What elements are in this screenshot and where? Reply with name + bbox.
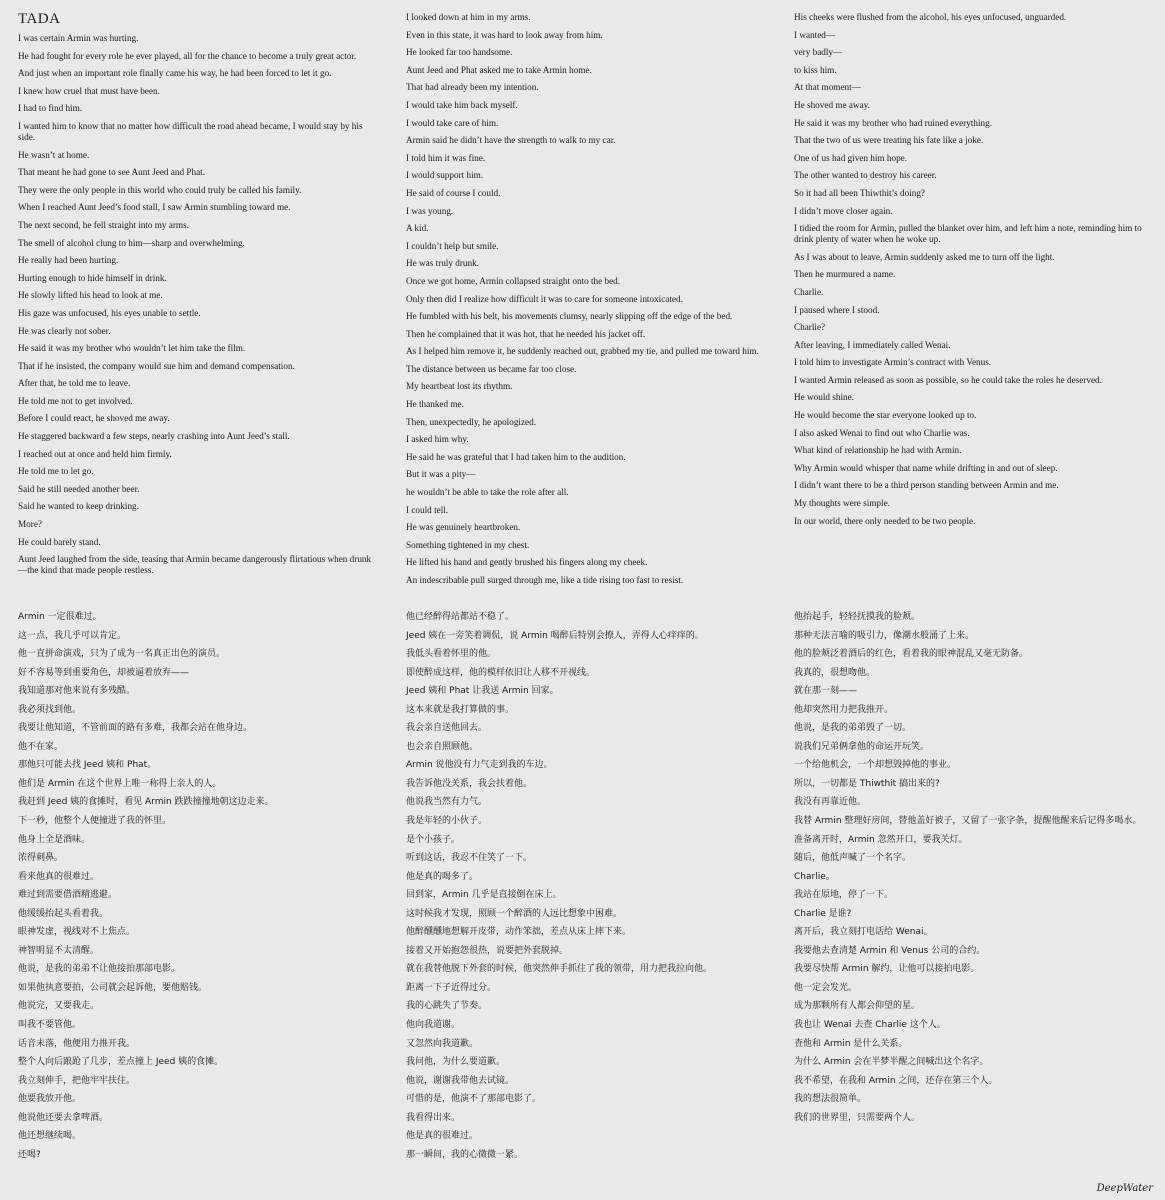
paragraph-line: Then he complained that it was hot, that he needed his jacket off. [406,328,646,339]
paragraph-line: More? [18,519,42,530]
paragraph-line: That had already been my intention. [406,82,539,93]
paragraph-line: 准备离开时，Armin 忽然开口，要我关灯。 [794,834,968,845]
paragraph-line: My heartbeat lost its rhythm. [406,381,513,392]
paragraph-line: 还喝? [18,1149,41,1160]
paragraph-line: He said he was grateful that I had taken him to the audition. [406,451,626,462]
paragraph-line: I reached out at once and held him firmly. [18,448,172,459]
paragraph-line: I didn’t want there to be a third person standing between Armin and me. [794,480,1059,491]
paragraph-line: 我知道那对他来说有多残酷。 [18,686,136,697]
paragraph-line: Before I could react, he shoved me away. [18,413,170,424]
paragraph-line: 那一瞬间，我的心微微一紧。 [406,1149,524,1160]
paragraph-line: 他还想继续喝。 [18,1131,82,1142]
paragraph-line: 他说我当然有力气。 [406,797,488,808]
paragraph-line: 他们是 Armin 在这个世界上唯一称得上亲人的人。 [18,778,222,789]
paragraph-line: 我的心跳失了节奏。 [406,1001,488,1012]
paragraph-line: 我真的，很想吻他。 [794,667,876,678]
paragraph-line: He was clearly not sober. [18,325,111,336]
paragraph-line: He was truly drunk. [406,258,479,269]
paragraph-line: 他身上全是酒味。 [18,834,91,845]
english-col1-lines [18,33,373,576]
paragraph-line: 我也让 Wenai 去查 Charlie 这个人。 [794,1020,946,1031]
paragraph-line: An indescribable pull surged through me, like a tide rising too fast to resist. [406,575,684,585]
paragraph-line: 就在我替他脱下外套的时候，他突然伸手抓住了我的领带，用力把我拉向他。 [406,964,713,975]
paragraph-line: 他缓缓抬起头看着我。 [18,908,109,919]
paragraph-line: 他抬起手，轻轻抚摸我的脸颊。 [794,612,921,622]
paragraph-line: Armin said he didn’t have the strength to walk to my car. [406,135,616,146]
paragraph-line: 整个人向后踉跄了几步，差点撞上 Jeed 姨的食摊。 [18,1057,224,1068]
page-title: TADA [18,11,61,27]
paragraph-line: 好不容易等到重要角色，却被逼着放弃—— [18,667,190,678]
paragraph-line: He wasn’t at home. [18,149,90,160]
paragraph-line: 听到这话，我忍不住笑了一下。 [406,853,533,864]
paragraph-line: Jeed 姨在一旁笑着调侃，说 Armin 喝醉后特别会撩人，弄得人心痒痒的。 [406,630,704,641]
paragraph-line: he wouldn’t be able to take the role after all. [406,487,569,498]
paragraph-line: 他的脸颊泛着酒后的红色，看着我的眼神混乱又毫无防备。 [794,649,1029,660]
paragraph-line: 看来他真的很难过。 [18,871,100,882]
paragraph-line: 我要他去查清楚 Armin 和 Venus 公司的合约。 [794,945,986,956]
paragraph-line: What kind of relationship he had with Armin. [794,445,962,456]
paragraph-line: I would take him back myself. [406,99,518,110]
paragraph-line: 我看得出来。 [406,1112,461,1123]
paragraph-line: 他要我放开他。 [18,1094,82,1105]
paragraph-line: I wanted Armin released as soon as possible, so he could take the roles he deserved. [794,374,1102,385]
english-column-3 [794,12,1154,533]
paragraph-line: The distance between us became far too close. [406,363,577,374]
paragraph-line: 他醉醺醺地想解开皮带，动作笨拙，差点从床上摔下来。 [406,927,632,938]
paragraph-line: I could tell. [406,504,449,515]
paragraph-line: I also asked Wenai to find out who Charlie was. [794,427,970,438]
paragraph-line: 接着又开始抱怨很热，说要把外套脱掉。 [406,945,569,956]
paragraph-line: Then he murmured a name. [794,269,896,280]
paragraph-line: His cheeks were flushed from the alcohol, his eyes unfocused, unguarded. [794,12,1067,22]
paragraph-line: 这时候我才发现，照顾一个醉酒的人远比想象中困难。 [406,908,623,919]
paragraph-line: The smell of alcohol clung to him—sharp and overwhelming. [18,237,245,248]
paragraph-line: I had to find him. [18,103,83,114]
paragraph-line: I was young. [406,205,454,216]
paragraph-line: Only then did I realize how difficult it was to care for someone intoxicated. [406,293,683,304]
paragraph-line: 我要尽快帮 Armin 解约，让他可以接拍电影。 [794,964,980,975]
paragraph-line: Armin 一定很难过。 [18,612,102,622]
paragraph-line: 是个小孩子。 [406,834,461,845]
paragraph-line: 我问他，为什么要道歉。 [406,1057,506,1068]
paragraph-line: 难过到需要借酒精逃避。 [18,890,118,901]
paragraph-line: He told me to let go. [18,466,94,477]
paragraph-line: 我低头看着怀里的他。 [406,649,497,660]
paragraph-line: very badly— [794,47,843,58]
paragraph-line: 我要让他知道，不管前面的路有多难，我都会站在他身边。 [18,723,253,734]
paragraph-line: A kid. [406,223,429,234]
paragraph-line: He said it was my brother who wouldn’t let him take the film. [18,343,246,354]
chinese-column-3 [794,612,1154,1131]
paragraph-line: Armin 说他没有力气走到我的车边。 [406,760,553,771]
paragraph-line: 他却突然用力把我推开。 [794,704,894,715]
paragraph-line: He would become the star everyone looked up to. [794,410,977,421]
paragraph-line: 随后，他低声喊了一个名字。 [794,853,912,864]
paragraph-line: 他说，是我的弟弟毁了一切。 [794,723,912,734]
paragraph-line: 我告诉他没关系，我会扶着他。 [406,778,533,789]
paragraph-line: 那种无法言喻的吸引力，像潮水般涌了上来。 [794,630,975,641]
paragraph-line: Jeed 姨和 Phat 让我送 Armin 回家。 [406,686,559,697]
paragraph-line: 浓得刺鼻。 [18,853,64,864]
paragraph-line: 他不在家。 [18,741,64,752]
paragraph-line: 成为那颗所有人都会仰望的星。 [794,1001,921,1012]
paragraph-line: That the two of us were treating his fate like a joke. [794,135,984,146]
paragraph-line: Aunt Jeed and Phat asked me to take Armin home. [406,64,592,75]
paragraph-line: 他说，谢谢我带他去试镜。 [406,1075,515,1086]
paragraph-line: 查他和 Armin 是什么关系。 [794,1038,908,1049]
paragraph-line: 他一定会发光。 [794,982,858,993]
paragraph-line: He fumbled with his belt, his movements clumsy, nearly slipping off the edge of the bed. [406,311,733,322]
paragraph-line: And just when an important role finally came his way, he had been forced to let it go. [18,68,332,79]
paragraph-line: They were the only people in this world who could truly be called his family. [18,184,302,195]
paragraph-line: That meant he had gone to see Aunt Jeed and Phat. [18,167,206,178]
paragraph-line: My thoughts were simple. [794,498,890,509]
paragraph-line: One of us had given him hope. [794,152,908,163]
paragraph-line: 下一秒，他整个人便撞进了我的怀里。 [18,816,172,827]
paragraph-line: He really had been hurting. [18,255,119,266]
paragraph-line: I tidied the room for Armin, pulled the blanket over him, and left him a note, reminding him to drink plenty of water when he woke up. [794,223,1142,245]
paragraph-line: 即使醉成这样，他的模样依旧让人移不开视线。 [406,667,596,678]
paragraph-line: He was genuinely heartbroken. [406,522,521,533]
paragraph-line: Charlie? [794,322,826,333]
paragraph-line: 离开后，我立刻打电话给 Wenai。 [794,927,933,938]
paragraph-line: But it was a pity— [406,469,476,480]
paragraph-line: I looked down at him in my arms. [406,12,531,22]
paragraph-line: 一个给他机会，一个却想毁掉他的事业。 [794,760,957,771]
paragraph-line: 我必须找到他。 [18,704,82,715]
paragraph-line: He looked far too handsome. [406,47,513,58]
paragraph-line: 他说他还要去拿啤酒。 [18,1112,109,1123]
paragraph-line: Once we got home, Armin collapsed straight onto the bed. [406,275,621,286]
chinese-column-1 [18,612,373,1168]
paragraph-line: 神智明显不太清醒。 [18,945,100,956]
paragraph-line: 他说完，又要我走。 [18,1001,100,1012]
paragraph-line: 我站在原地，停了一下。 [794,890,894,901]
paragraph-line: That if he insisted, the company would sue him and demand compensation. [18,360,295,371]
paragraph-line: 这一点，我几乎可以肯定。 [18,630,127,641]
paragraph-line: 就在那一刻—— [794,686,858,697]
paragraph-line: At that moment— [794,82,861,93]
paragraph-line: 我们的世界里，只需要两个人。 [794,1112,921,1123]
paragraph-line: 我的想法很简单。 [794,1094,867,1105]
paragraph-line: 说我们兄弟俩拿他的命运开玩笑。 [794,741,930,752]
paragraph-line: The next second, he fell straight into my arms. [18,219,189,230]
paragraph-line: 他已经醉得站都站不稳了。 [406,612,515,622]
paragraph-line: Even in this state, it was hard to look away from him. [406,29,603,40]
paragraph-line: 眼神发虚，视线对不上焦点。 [18,927,136,938]
english-column-2 [406,12,776,593]
paragraph-line: I couldn’t help but smile. [406,240,499,251]
paragraph-line: 我立刻伸手，把他牢牢扶住。 [18,1075,136,1086]
paragraph-line: I would support him. [406,170,484,181]
paragraph-line: 他说，是我的弟弟不让他接拍那部电影。 [18,964,181,975]
paragraph-line: 又忽然向我道歉。 [406,1038,479,1049]
paragraph-line: I knew how cruel that must have been. [18,85,160,96]
paragraph-line: I asked him why. [406,434,469,445]
paragraph-line: After leaving, I immediately called Wenai. [794,339,951,350]
paragraph-line: Something tightened in my chest. [406,539,530,550]
paragraph-line: Hurting enough to hide himself in drink. [18,272,167,283]
paragraph-line: The other wanted to destroy his career. [794,170,937,181]
paragraph-line: Charlie。 [794,871,835,882]
paragraph-line: 他是真的很难过。 [406,1131,479,1142]
chinese-col2-lines [406,612,776,1161]
paragraph-line: I paused where I stood. [794,304,880,315]
paragraph-line: 距离一下子近得过分。 [406,982,497,993]
paragraph-line: 我没有再靠近他。 [794,797,867,808]
paragraph-line: He thanked me. [406,399,464,410]
paragraph-line: Why Armin would whisper that name while drifting in and out of sleep. [794,462,1058,473]
english-col2-lines [406,12,776,586]
paragraph-line: 所以，一切都是 Thiwthit 搞出来的? [794,778,940,789]
paragraph-line: As I was about to leave, Armin suddenly asked me to turn off the light. [794,251,1055,262]
paragraph-line: He told me not to get involved. [18,395,133,406]
paragraph-line: 话音未落，他便用力推开我。 [18,1038,136,1049]
paragraph-line: I would take care of him. [406,117,499,128]
paragraph-line: He said it was my brother who had ruined everything. [794,117,992,128]
paragraph-line: 可惜的是，他演不了那部电影了。 [406,1094,542,1105]
paragraph-line: 也会亲自照顾他。 [406,741,479,752]
paragraph-line: Said he wanted to keep drinking. [18,501,139,512]
chinese-col1-lines [18,612,373,1161]
paragraph-line: 为什么 Armin 会在半梦半醒之间喊出这个名字。 [794,1057,989,1068]
paragraph-line: I wanted him to know that no matter how difficult the road ahead became, I would stay by his side. [18,120,363,142]
paragraph-line: Then, unexpectedly, he apologized. [406,416,537,427]
paragraph-line: After that, he told me to leave. [18,378,131,389]
paragraph-line: I told him it was fine. [406,152,486,163]
paragraph-line: 叫我不要管他。 [18,1020,82,1031]
paragraph-line: 我是年轻的小伙子。 [406,816,488,827]
signature: DeepWater [1096,1183,1153,1194]
paragraph-line: He staggered backward a few steps, nearly crashing into Aunt Jeed’s stall. [18,431,290,442]
paragraph-line: As I helped him remove it, he suddenly reached out, grabbed my tie, and pulled me toward him. [406,346,759,357]
paragraph-line: I didn’t move closer again. [794,205,893,216]
paragraph-line: Charlie. [794,286,824,297]
paragraph-line: 如果他执意要拍，公司就会起诉他，要他赔钱。 [18,982,208,993]
paragraph-line: I told him to investigate Armin’s contract with Venus. [794,357,992,368]
paragraph-line: 那他只可能去找 Jeed 姨和 Phat。 [18,760,157,771]
paragraph-line: 我会亲自送他回去。 [406,723,488,734]
english-col3-lines [794,12,1154,527]
paragraph-line: 回到家，Armin 几乎是直接倒在床上。 [406,890,562,901]
paragraph-line: He shoved me away. [794,99,870,110]
english-column-1 [18,10,373,583]
chinese-col3-lines [794,612,1154,1124]
paragraph-line: Aunt Jeed laughed from the side, teasing that Armin became dangerously flirtatious when drunk—the kind that made people restless. [18,554,372,576]
paragraph-line: He slowly lifted his head to look at me. [18,290,163,301]
paragraph-line: 我赶到 Jeed 姨的食摊时，看见 Armin 跌跌撞撞地朝这边走来。 [18,797,274,808]
paragraph-line: I was certain Armin was hurting. [18,33,139,43]
paragraph-line: 我不希望，在我和 Armin 之间，还存在第三个人。 [794,1075,998,1086]
paragraph-line: He would shine. [794,392,854,403]
paragraph-line: He lifted his hand and gently brushed his fingers along my cheek. [406,557,648,568]
paragraph-line: So it had all been Thiwthit’s doing? [794,187,925,198]
paragraph-line: to kiss him. [794,64,837,75]
paragraph-line: Said he still needed another beer. [18,483,140,494]
paragraph-line: He said of course I could. [406,187,501,198]
paragraph-line: His gaze was unfocused, his eyes unable to settle. [18,307,201,318]
paragraph-line: Charlie 是谁? [794,908,852,919]
chinese-column-2 [406,612,776,1168]
paragraph-line: I wanted— [794,29,836,40]
paragraph-line: 他向我道谢。 [406,1020,461,1031]
paragraph-line: He had fought for every role he ever played, all for the chance to become a truly great actor. [18,50,357,61]
paragraph-line: In our world, there only needed to be two people. [794,515,976,526]
paragraph-line: 我替 Armin 整理好房间，替他盖好被子，又留了一张字条，提醒他醒来后记得多喝水。 [794,816,1142,827]
paragraph-line: 他一直拼命演戏，只为了成为一名真正出色的演员。 [18,649,226,660]
paragraph-line: 这本来就是我打算做的事。 [406,704,515,715]
paragraph-line: When I reached Aunt Jeed’s food stall, I saw Armin stumbling toward me. [18,202,291,213]
paragraph-line: He could barely stand. [18,536,101,547]
paragraph-line: 他是真的喝多了。 [406,871,479,882]
